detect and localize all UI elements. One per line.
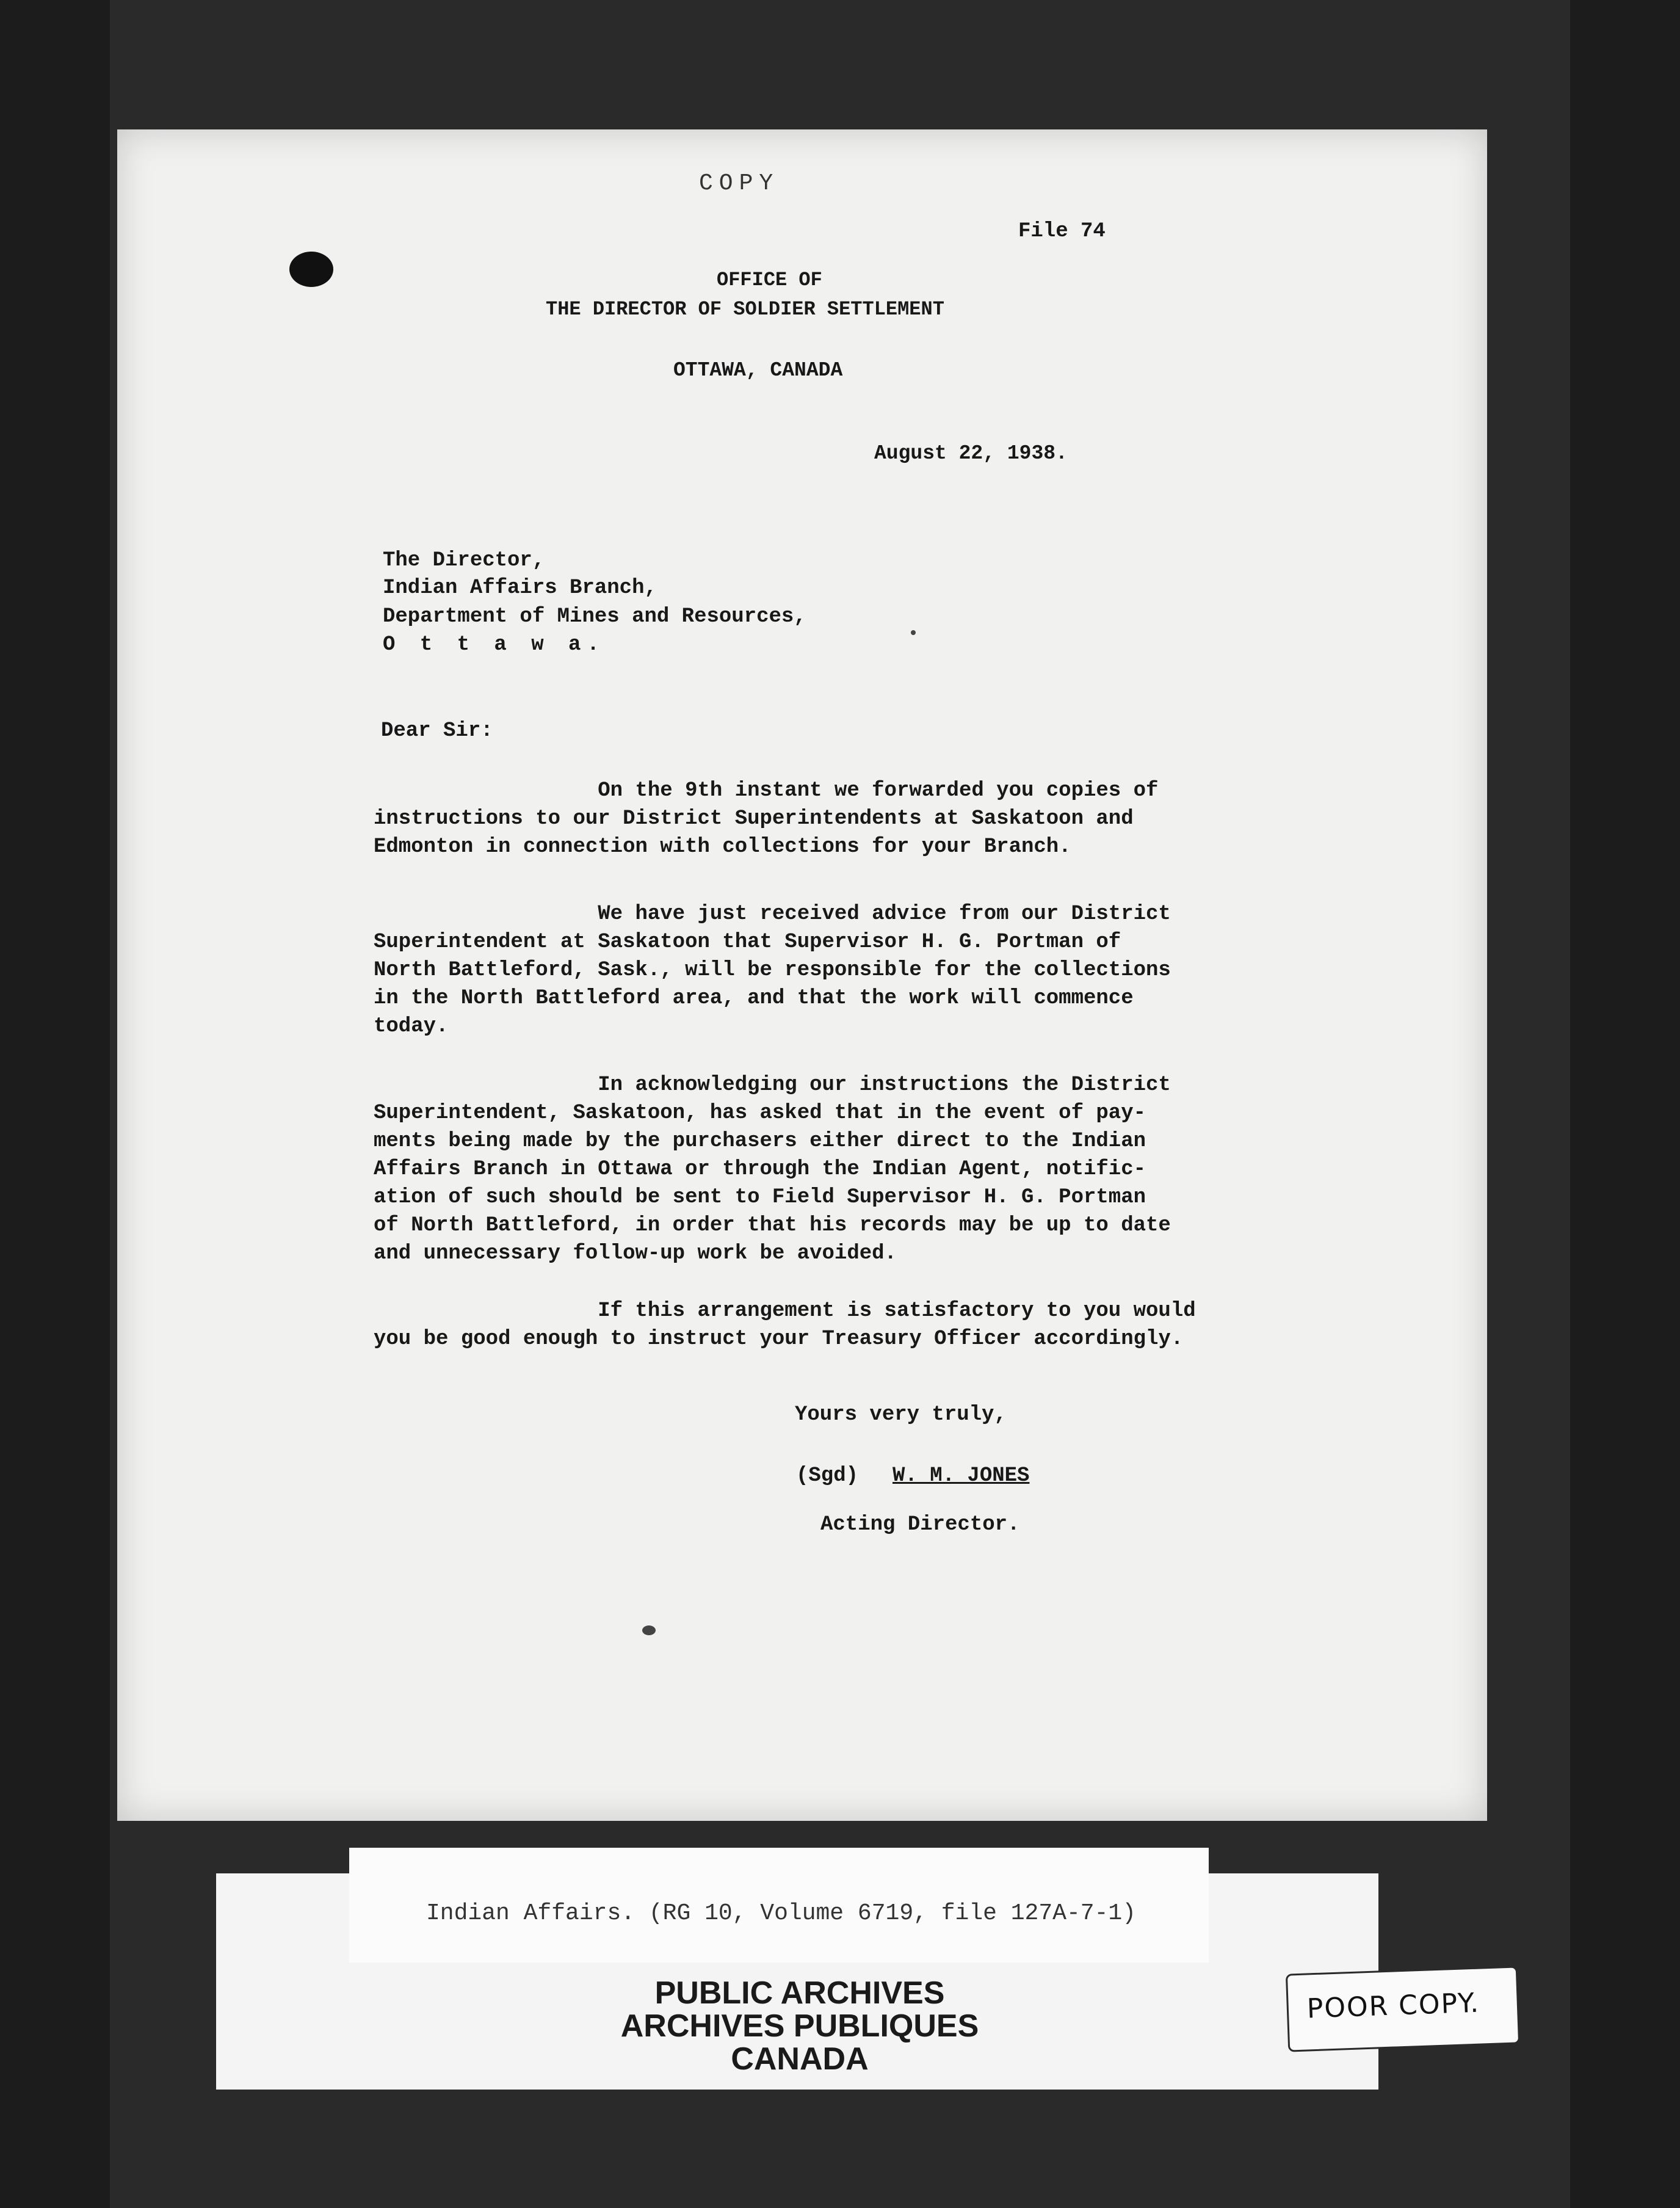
signature-title: Acting Director. [820,1513,1020,1536]
paragraph-line: If this arrangement is satisfactory to you would [374,1299,1196,1323]
file-number: File 74 [1018,220,1106,243]
paragraph-line: ation of such should be sent to Field Supervisor H. G. Portman [374,1186,1146,1209]
poor-copy-text: POOR COPY. [1306,1987,1480,2025]
ink-speck [911,630,916,635]
paragraph-line: instructions to our District Superintendents at Saskatoon and [374,807,1134,830]
paragraph-line: On the 9th instant we forwarded you copies of [374,779,1159,802]
film-edge-right [1570,0,1680,2208]
address-line: O t t a w a. [383,633,606,656]
archive-name-line-3: CANADA [731,2041,869,2077]
archive-name-line-1: PUBLIC ARCHIVES [654,1975,945,2011]
signature-name: W. M. JONES [892,1464,1030,1487]
paragraph-line: In acknowledging our instructions the District [374,1073,1171,1097]
archive-name-line-2: ARCHIVES PUBLIQUES [620,2008,979,2044]
ink-blot [289,252,333,287]
letter-date: August 22, 1938. [874,442,1068,465]
address-line: Indian Affairs Branch, [383,576,657,600]
paragraph-line: Affairs Branch in Ottawa or through the Indian Agent, notific- [374,1158,1146,1181]
ink-speck [642,1625,656,1635]
closing: Yours very truly, [795,1403,1007,1426]
paragraph-line: you be good enough to instruct your Treasury Officer accordingly. [374,1327,1184,1351]
salutation: Dear Sir: [381,719,493,743]
paragraph-line: We have just received advice from our District [374,902,1171,926]
paragraph-line: ments being made by the purchasers either direct to the Indian [374,1130,1146,1153]
address-line: Department of Mines and Resources, [383,605,806,628]
letterhead-line-1: OFFICE OF [717,269,822,291]
paragraph-line: and unnecessary follow-up work be avoided. [374,1242,897,1265]
paragraph-line: Superintendent at Saskatoon that Supervisor H. G. Portman of [374,931,1121,954]
paragraph-line: today. [374,1015,449,1038]
letterhead-line-2: THE DIRECTOR OF SOLDIER SETTLEMENT [546,298,944,321]
archive-reference: Indian Affairs. (RG 10, Volume 6719, file 127A-7-1) [426,1900,1136,1927]
copy-mark: COPY [699,170,780,197]
paragraph-line: Edmonton in connection with collections for your Branch. [374,835,1071,859]
signature-prefix: (Sgd) [796,1464,859,1487]
paragraph-line: Superintendent, Saskatoon, has asked that in the event of pay- [374,1102,1146,1125]
paragraph-line: North Battleford, Sask., will be responsible for the collections [374,959,1171,982]
paragraph-line: of North Battleford, in order that his records may be up to date [374,1214,1171,1237]
address-line: The Director, [383,549,545,572]
paragraph-line: in the North Battleford area, and that the work will commence [374,987,1134,1010]
poor-copy-note [1286,1966,1520,2052]
film-edge-left [0,0,110,2208]
letterhead-city: OTTAWA, CANADA [673,359,843,382]
letter-page [117,129,1487,1821]
